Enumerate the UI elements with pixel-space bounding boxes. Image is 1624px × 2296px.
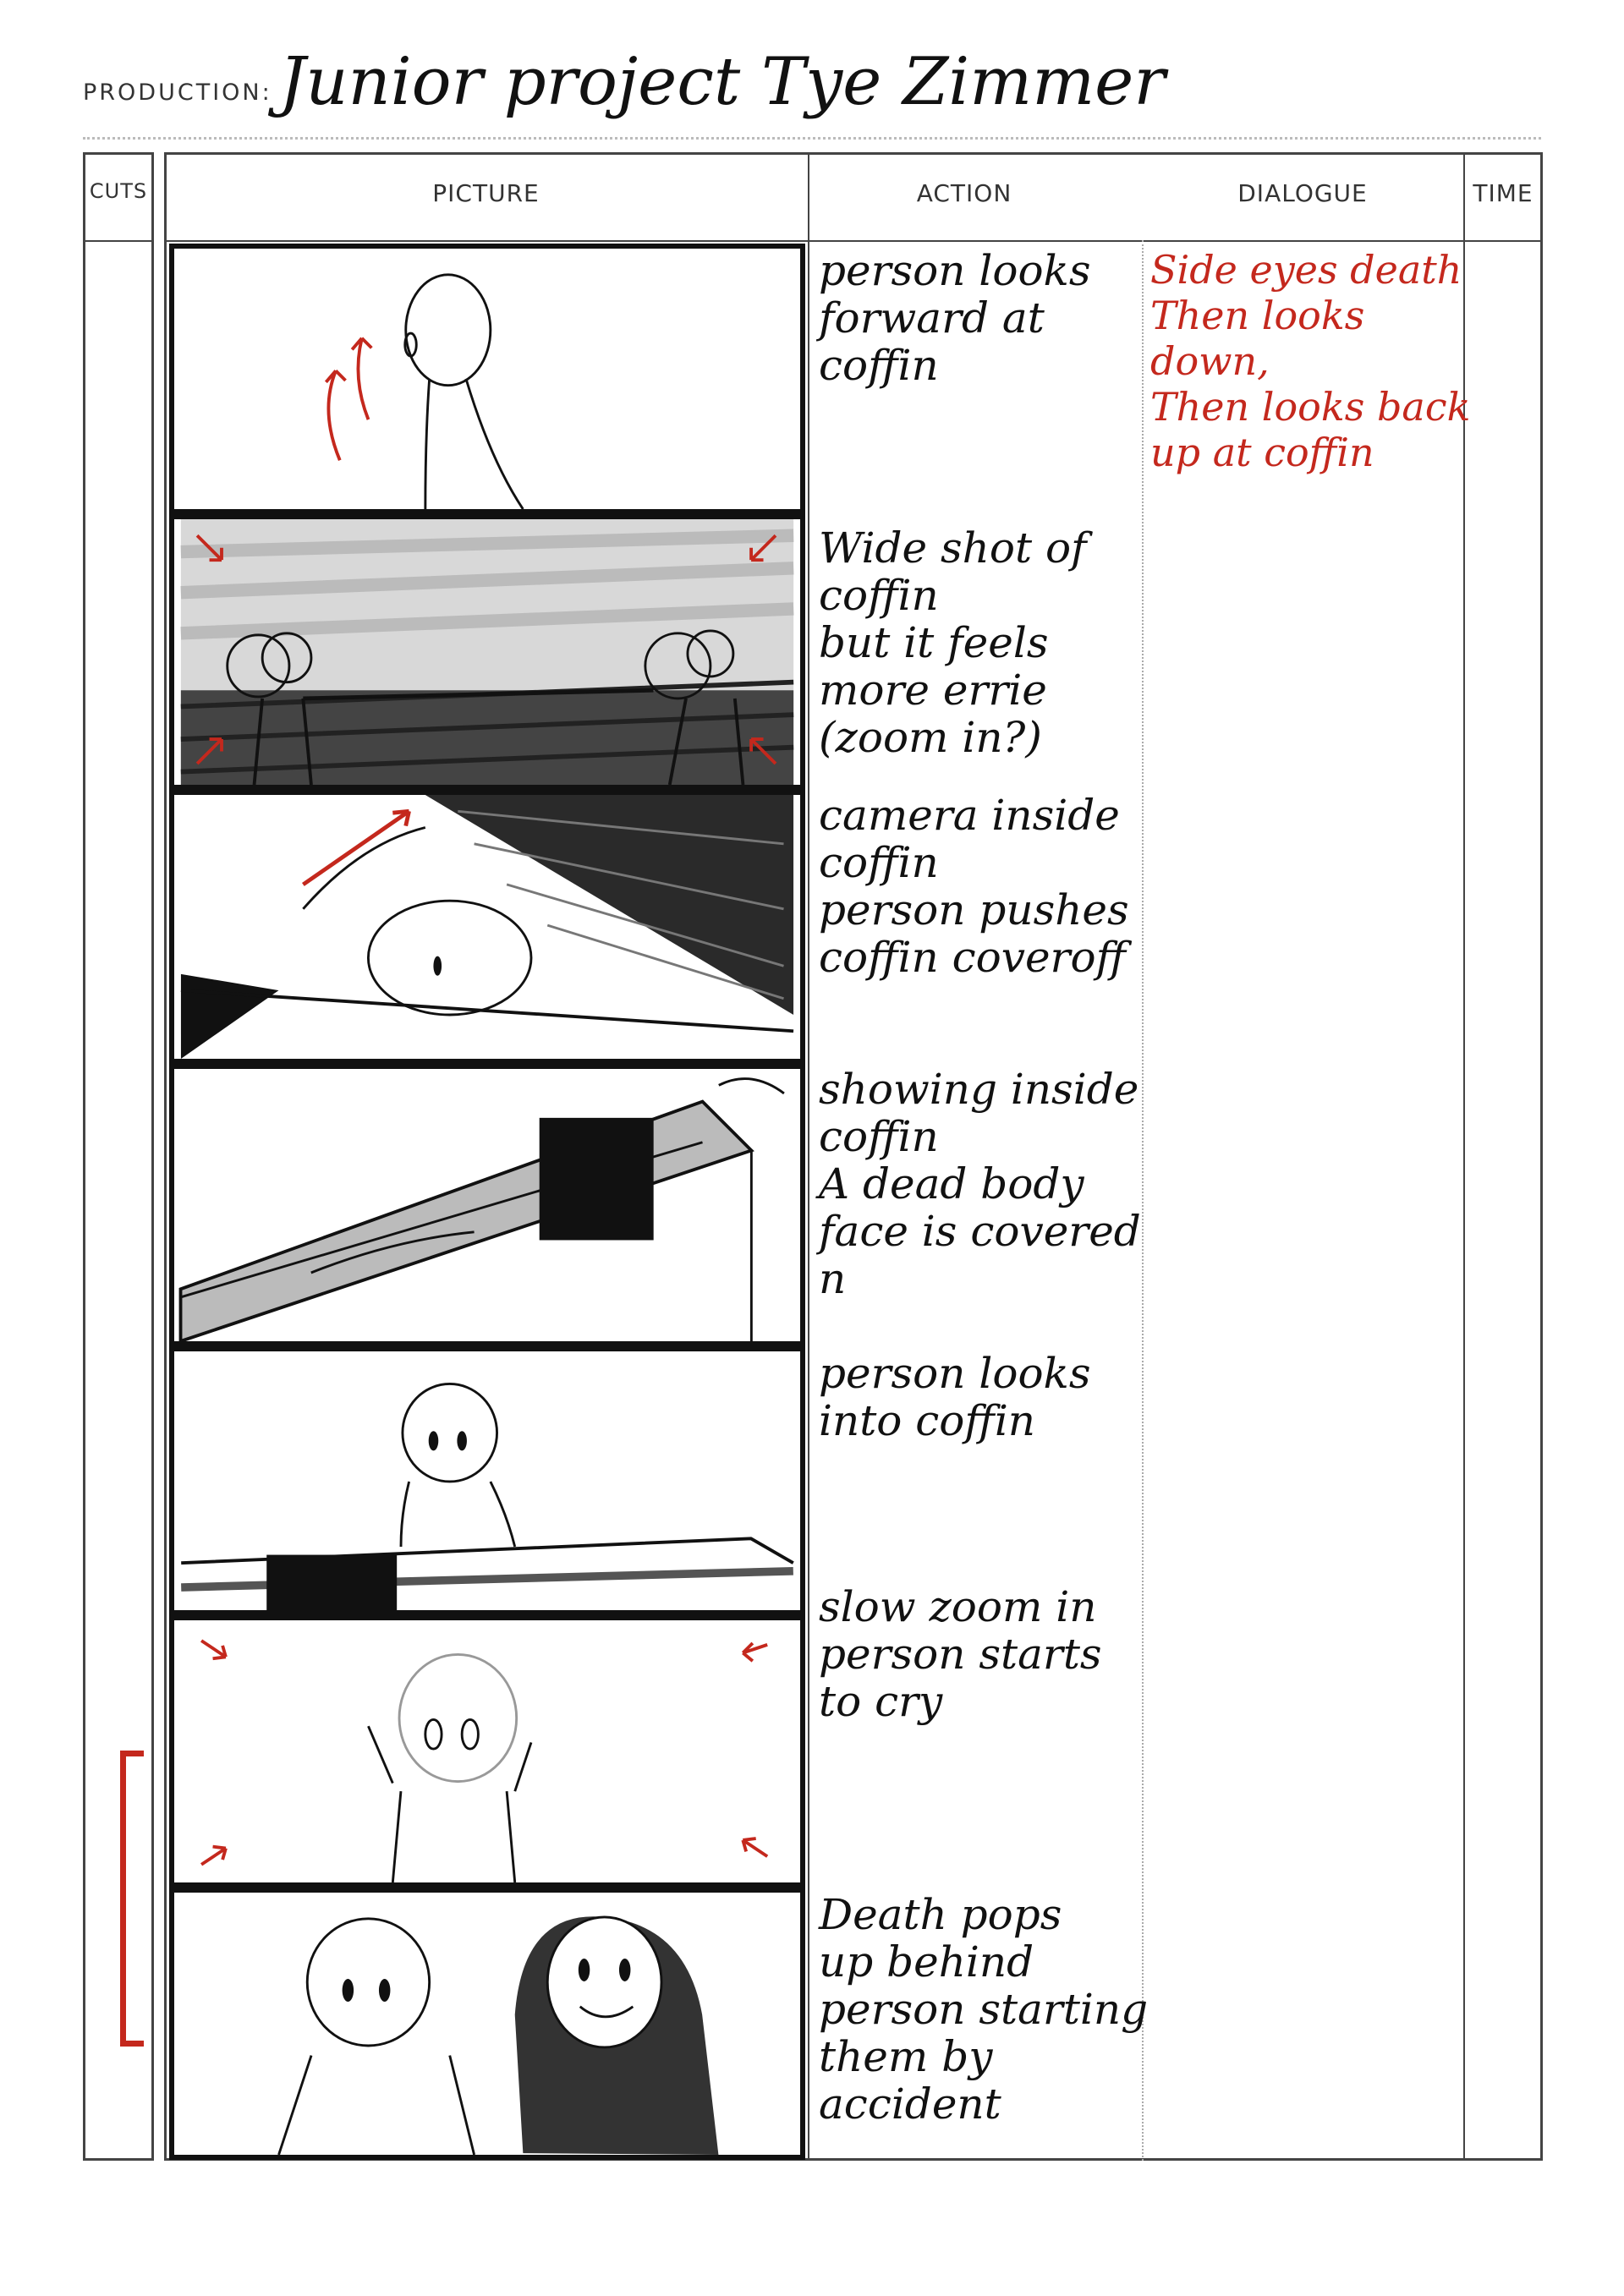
- header-divider: [83, 137, 1541, 140]
- action-text-1: person looks forward at coffin: [819, 246, 1091, 390]
- header-rule: [83, 240, 154, 242]
- storyboard-panel-1: [169, 244, 805, 514]
- production-title: Junior project Tye Zimmer: [279, 44, 1166, 120]
- cut-bracket: [120, 1751, 144, 2047]
- production-label: PRODUCTION:: [83, 79, 272, 106]
- action-text-2: Wide shot of coffin but it feels more errie (zoom in?): [819, 523, 1087, 762]
- sketch-person-looking-forward: [174, 249, 800, 509]
- storyboard-panel-7: [169, 1888, 805, 2160]
- dialogue-header: DIALOGUE: [1237, 179, 1368, 207]
- action-text-5: person looks into coffin: [819, 1349, 1091, 1445]
- header-rule-main: [164, 240, 1543, 242]
- sketch-inside-coffin-body: [174, 1069, 800, 1341]
- time-header: TIME: [1473, 179, 1533, 207]
- storyboard-panel-4: [169, 1064, 805, 1346]
- sketch-person-starts-to-cry: [174, 1620, 800, 1882]
- sketch-camera-inside-coffin: [174, 795, 800, 1059]
- action-text-6: slow zoom in person starts to cry: [819, 1582, 1102, 1726]
- action-text-3: camera inside coffin person pushes coffin coveroff: [819, 791, 1129, 982]
- cuts-header: CUTS: [89, 179, 148, 203]
- action-text-4: showing inside coffin A dead body face is covered n: [819, 1065, 1141, 1303]
- storyboard-panel-3: [169, 790, 805, 1064]
- storyboard-panel-6: [169, 1615, 805, 1888]
- picture-header: PICTURE: [432, 179, 540, 207]
- storyboard-panel-2: [169, 514, 805, 790]
- sketch-death-pops-up: [174, 1893, 800, 2155]
- sketch-wide-shot-coffin: [174, 519, 800, 785]
- dialogue-text-1: Side eyes death Then looks down, Then looks back up at coffin: [1150, 247, 1471, 475]
- action-text-7: Death pops up behind person starting them by accident: [819, 1890, 1149, 2129]
- sketch-person-looks-into-coffin: [174, 1351, 800, 1610]
- action-header: ACTION: [916, 179, 1012, 207]
- storyboard-panel-5: [169, 1346, 805, 1615]
- picture-action-divider: [808, 152, 809, 2161]
